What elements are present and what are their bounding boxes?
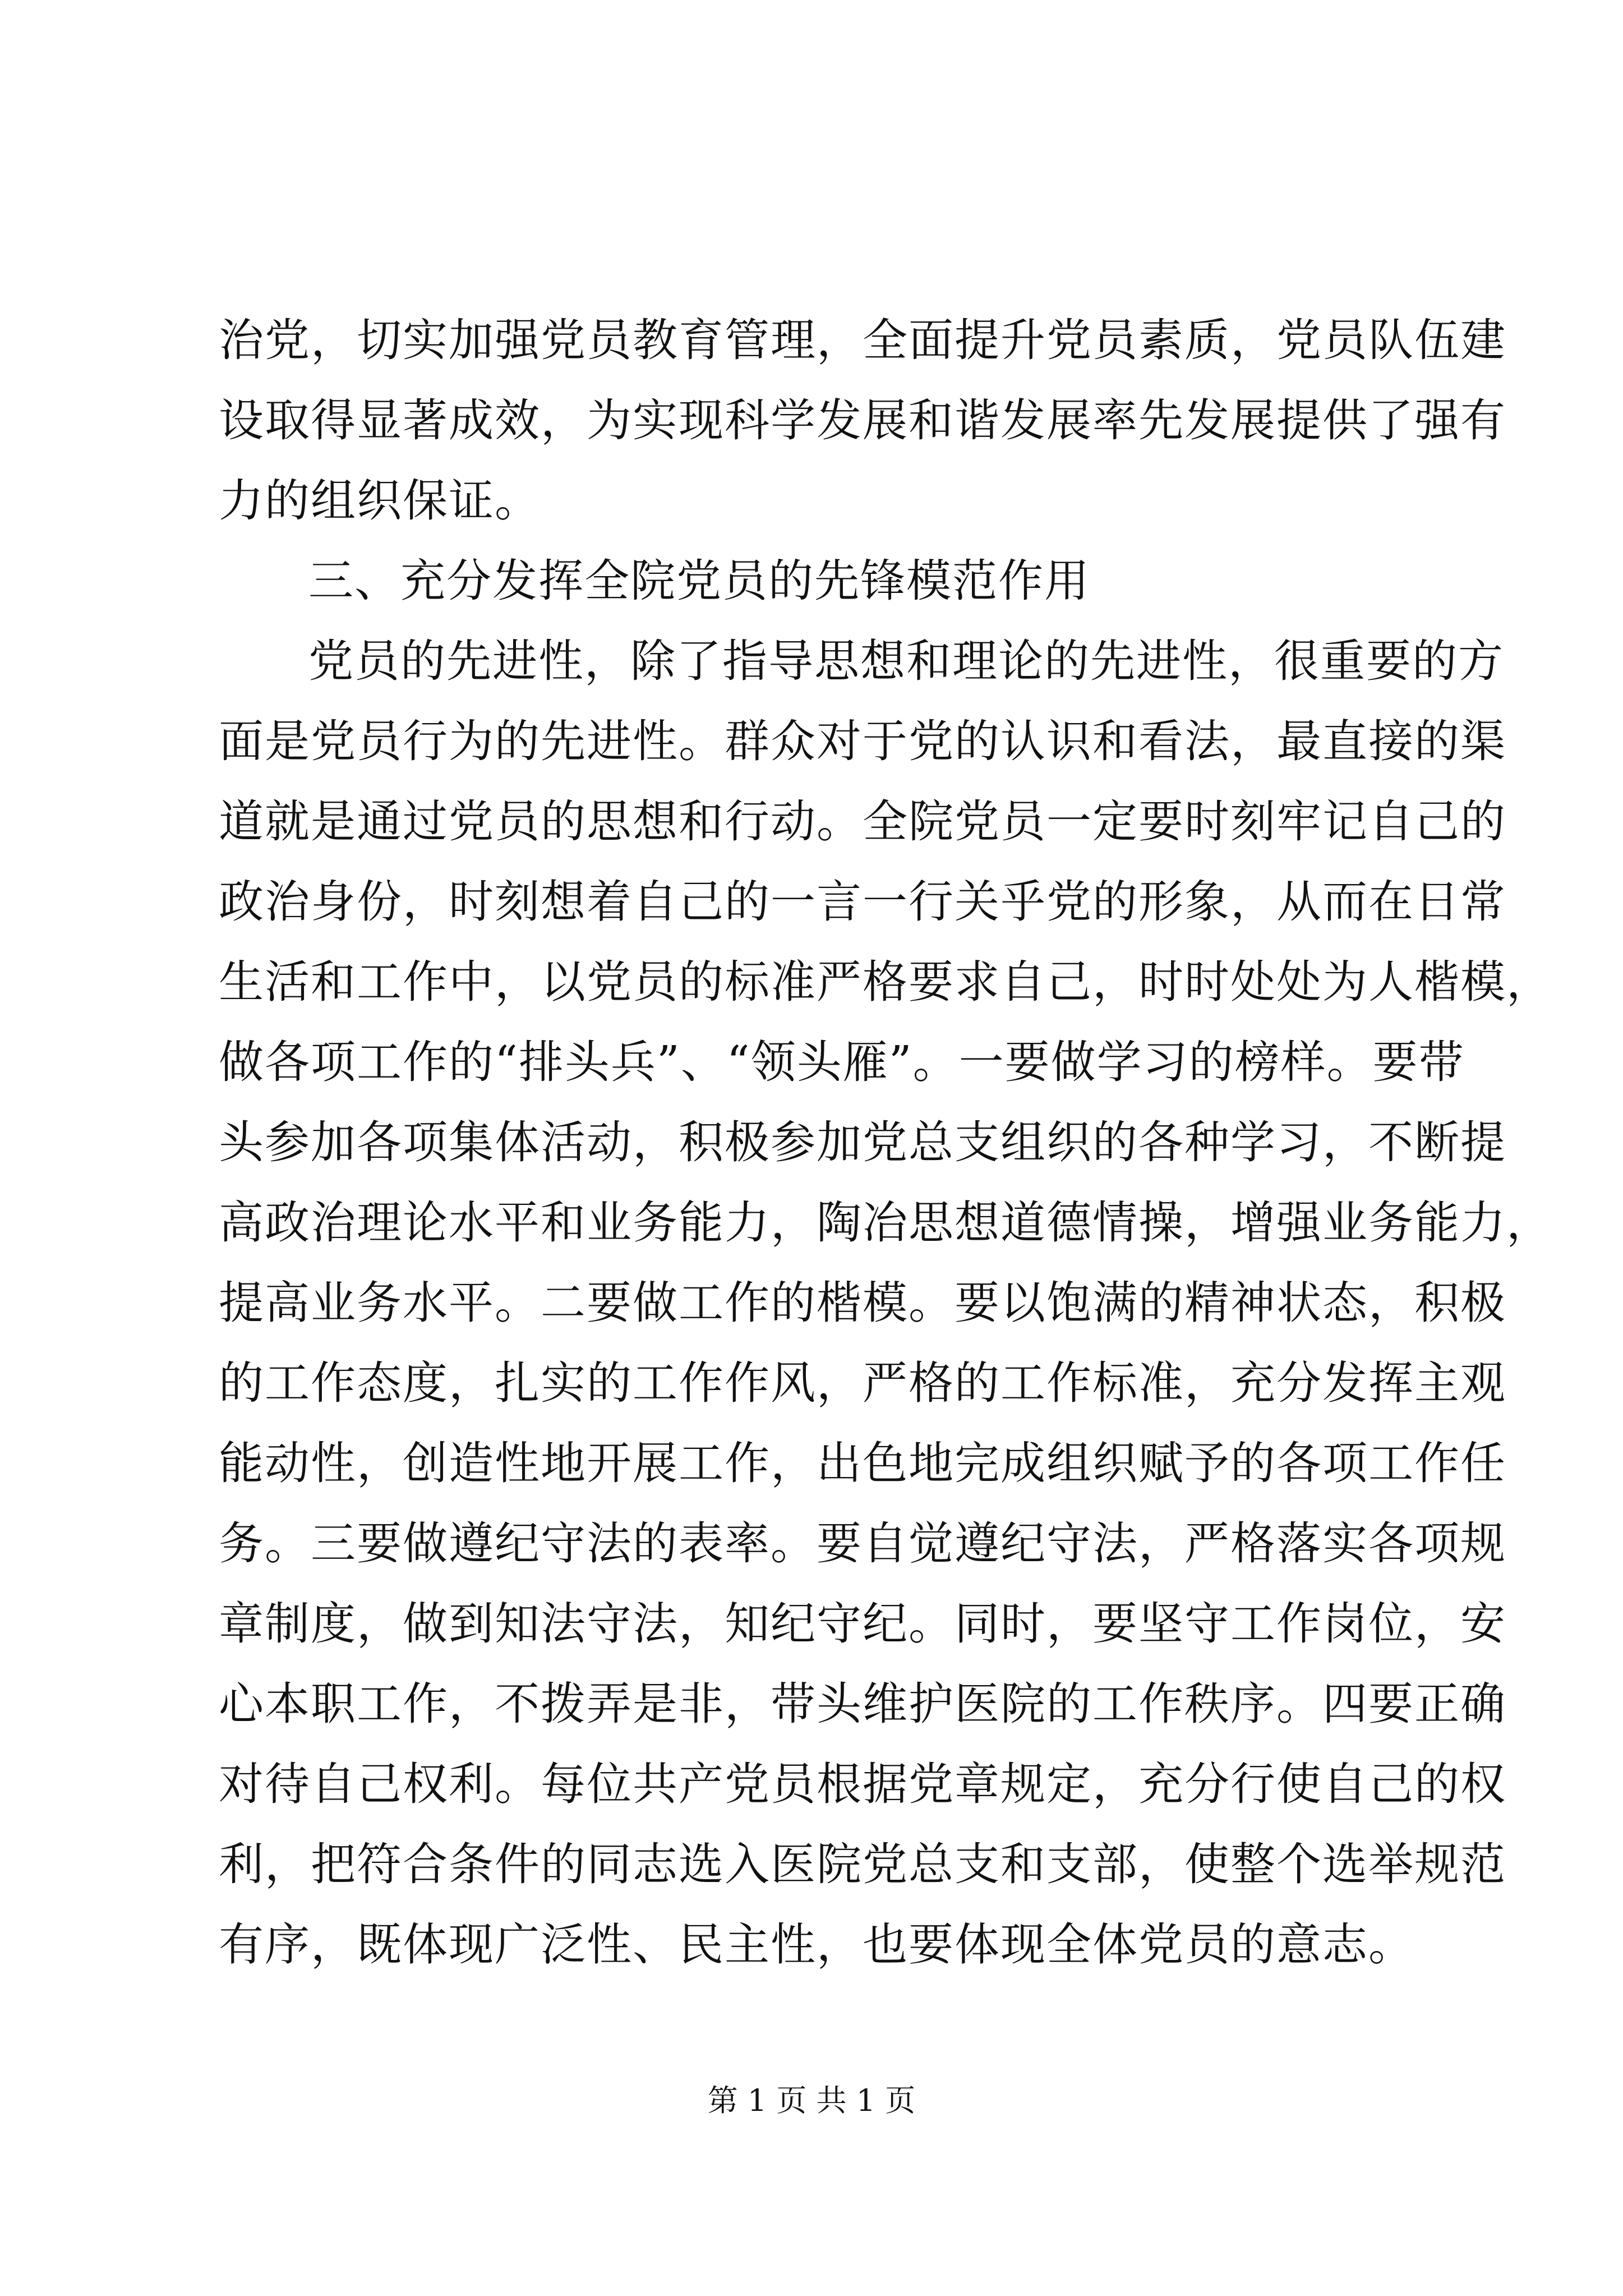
paragraph-2-line: 提高业务水平。二要做工作的楷模。要以饱满的精神状态，积极 — [219, 1277, 1506, 1329]
paragraph-2-line: 心本职工作，不拨弄是非，带头维护医院的工作秩序。四要正确 — [219, 1678, 1506, 1730]
paragraph-2-line: 务。三要做遵纪守法的表率。要自觉遵纪守法，严格落实各项规 — [219, 1517, 1506, 1570]
section-heading: 三、充分发挥全院党员的先锋模范作用 — [308, 555, 1090, 607]
paragraph-2-line: 能动性，创造性地开展工作，出色地完成组织赋予的各项工作任 — [219, 1437, 1506, 1489]
paragraph-2-line: 做各项工作的“排头兵”、“领头雁”。一要做学习的榜样。要带 — [219, 1036, 1465, 1088]
paragraph-2-line: 面是党员行为的先进性。群众对于党的认识和看法，最直接的渠 — [219, 715, 1506, 767]
page-footer: 第 1 页 共 1 页 — [707, 2083, 916, 2118]
paragraph-2-line: 头参加各项集体活动，积极参加党总支组织的各种学习，不断提 — [219, 1116, 1506, 1168]
paragraph-2-line: 利，把符合条件的同志选入医院党总支和支部，使整个选举规范 — [219, 1838, 1506, 1890]
paragraph-2-line: 高政治理论水平和业务能力，陶冶思想道德情操，增强业务能力， — [219, 1197, 1552, 1249]
paragraph-1-line: 治党，切实加强党员教育管理，全面提升党员素质，党员队伍建 — [219, 314, 1506, 366]
paragraph-2-line: 政治身份，时刻想着自己的一言一行关乎党的形象，从而在日常 — [219, 876, 1506, 928]
paragraph-2-line: 的工作态度，扎实的工作作风，严格的工作标准，充分发挥主观 — [219, 1357, 1506, 1409]
paragraph-1-line: 设取得显著成效，为实现科学发展和谐发展率先发展提供了强有 — [219, 394, 1506, 447]
paragraph-2-line: 对待自己权利。每位共产党员根据党章规定，充分行使自己的权 — [219, 1758, 1506, 1810]
body-text — [219, 300, 1552, 1985]
paragraph-2-line: 生活和工作中，以党员的标准严格要求自己，时时处处为人楷模， — [219, 956, 1552, 1008]
paragraph-2-line: 道就是通过党员的思想和行动。全院党员一定要时刻牢记自己的 — [219, 795, 1506, 848]
paragraph-2-line: 章制度，做到知法守法，知纪守纪。同时，要坚守工作岗位，安 — [219, 1598, 1506, 1650]
paragraph-2-line: 党员的先进性，除了指导思想和理论的先进性，很重要的方 — [308, 635, 1504, 687]
paragraph-1-line: 力的组织保证。 — [219, 475, 541, 527]
paragraph-2-line: 有序，既体现广泛性、民主性，也要体现全体党员的意志。 — [219, 1918, 1414, 1971]
